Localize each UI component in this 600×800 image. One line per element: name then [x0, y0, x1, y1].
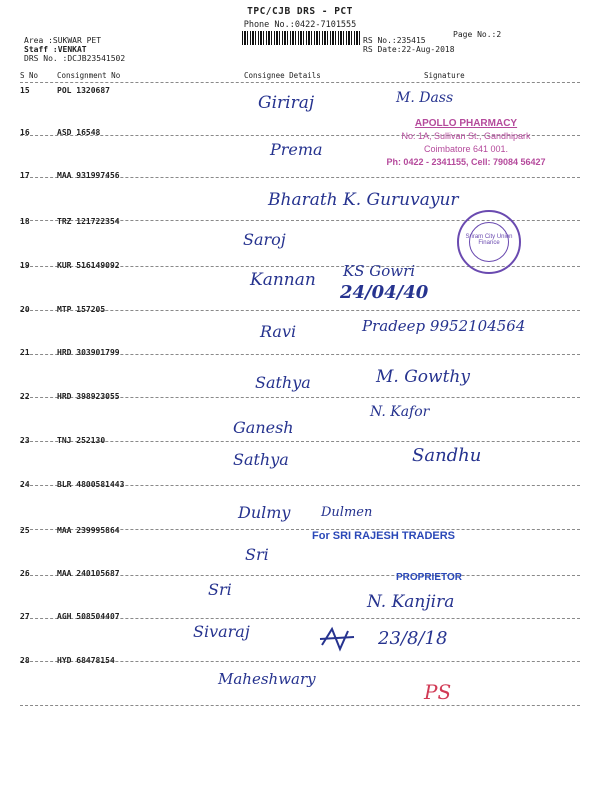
row-sno: 16 — [20, 128, 30, 137]
handwritten-signature: M. Gowthy — [376, 367, 470, 387]
barcode — [242, 31, 360, 45]
row-consignment: HYD 68478154 — [57, 656, 115, 665]
row-consignment: MAA 239995864 — [57, 526, 120, 535]
proprietor-stamp: PROPRIETOR — [396, 572, 462, 583]
handwritten-consignee: Saroj — [243, 230, 286, 249]
handwritten-consignee: Dulmy — [238, 503, 291, 522]
drs-number: DRS No. :DCJB23541502 — [24, 54, 126, 63]
handwritten-signature: 23/8/18 — [378, 628, 448, 649]
handwritten-consignee: Kannan — [250, 270, 316, 290]
handwritten-signature: Sandhu — [412, 445, 482, 466]
rs-number: RS No.:235415 — [363, 36, 426, 45]
row-consignment: HRD 398923055 — [57, 392, 120, 401]
handwritten-signature: N. Kafor — [370, 404, 430, 420]
row-consignment: MAA 240105687 — [57, 569, 120, 578]
row-sno: 24 — [20, 480, 30, 489]
row-consignment: HRD 303901799 — [57, 348, 120, 357]
col-sno-header: S No — [20, 71, 39, 80]
handwritten-signature: M. Dass — [396, 90, 454, 106]
handwritten-consignee: Sri — [245, 545, 269, 564]
row-consignment: TRZ 121722354 — [57, 217, 120, 226]
handwritten-consignee: Ravi — [260, 322, 297, 341]
scribble-mark — [318, 625, 356, 655]
handwritten-consignee: Sathya — [255, 373, 311, 392]
row-sno: 22 — [20, 392, 30, 401]
row-sno: 27 — [20, 612, 30, 621]
col-signature-header: Signature — [424, 71, 465, 80]
row-consignment: BLR 4800581443 — [57, 480, 125, 489]
round-seal-stamp — [457, 210, 521, 274]
row-sno: 20 — [20, 305, 30, 314]
handwritten-consignee: Bharath K. Guruvayur — [268, 190, 459, 210]
row-sno: 23 — [20, 436, 30, 445]
staff-field: Staff :VENKAT — [24, 45, 87, 54]
area-field: Area :SUKWAR PET — [24, 36, 102, 45]
row-sno: 28 — [20, 656, 30, 665]
handwritten-signature: 24/04/40 — [340, 282, 429, 303]
pharmacy-stamp-name: APOLLO PHARMACY — [414, 118, 518, 129]
row-sno: 18 — [20, 217, 30, 226]
handwritten-consignee: Maheshwary — [218, 670, 316, 688]
handwritten-signature: Pradeep 9952104564 — [362, 317, 526, 335]
table-row — [20, 612, 580, 662]
row-consignment: POL 1320687 — [57, 86, 110, 95]
pharmacy-stamp — [376, 117, 556, 169]
handwritten-consignee: Sri — [208, 580, 232, 599]
col-consignment-header: Consignment No — [57, 71, 121, 80]
row-divider — [20, 705, 580, 706]
table-row — [20, 392, 580, 442]
traders-stamp: For SRI RAJESH TRADERS — [312, 530, 456, 542]
row-consignment: MTP 157205 — [57, 305, 106, 314]
row-sno: 17 — [20, 171, 30, 180]
pharmacy-stamp-address: No: 1A, Sullivan St., Gandhipark — [401, 131, 531, 141]
pharmacy-stamp-city: Coimbatore 641 001. — [423, 144, 509, 154]
rs-date: RS Date:22-Aug-2018 — [363, 45, 455, 54]
handwritten-signature: Dulmen — [321, 505, 373, 520]
row-consignment: AGH 508504407 — [57, 612, 120, 621]
phone-number: Phone No.:0422-7101555 — [243, 20, 357, 30]
row-consignment: ASD 16548 — [57, 128, 101, 137]
handwritten-consignee: Giriraj — [258, 93, 315, 113]
handwritten-signature: KS Gowri — [343, 262, 416, 280]
handwritten-consignee: Sathya — [233, 450, 289, 469]
row-sno: 25 — [20, 526, 30, 535]
table-row — [20, 480, 580, 530]
row-sno: 19 — [20, 261, 30, 270]
row-sno: 21 — [20, 348, 30, 357]
handwritten-consignee: Sivaraj — [193, 622, 250, 641]
pharmacy-stamp-phone: Ph: 0422 - 2341155, Cell: 79084 56427 — [386, 157, 546, 167]
row-consignment: MAA 931997456 — [57, 171, 120, 180]
handwritten-initials: PS — [424, 680, 452, 704]
round-seal-text: Sriram City Union Finance — [465, 234, 513, 246]
row-sno: 26 — [20, 569, 30, 578]
row-sno: 15 — [20, 86, 30, 95]
handwritten-consignee: Ganesh — [233, 418, 294, 437]
page-number: Page No.:2 — [453, 30, 502, 39]
col-consignee-header: Consignee Details — [244, 71, 321, 80]
row-consignment: TNJ 252130 — [57, 436, 106, 445]
header-rule — [20, 82, 580, 83]
handwritten-signature: N. Kanjira — [367, 592, 455, 612]
row-consignment: KUR 516149092 — [57, 261, 120, 270]
document-title: TPC/CJB DRS - PCT — [247, 6, 353, 17]
handwritten-consignee: Prema — [270, 140, 323, 159]
table-row — [20, 436, 580, 486]
